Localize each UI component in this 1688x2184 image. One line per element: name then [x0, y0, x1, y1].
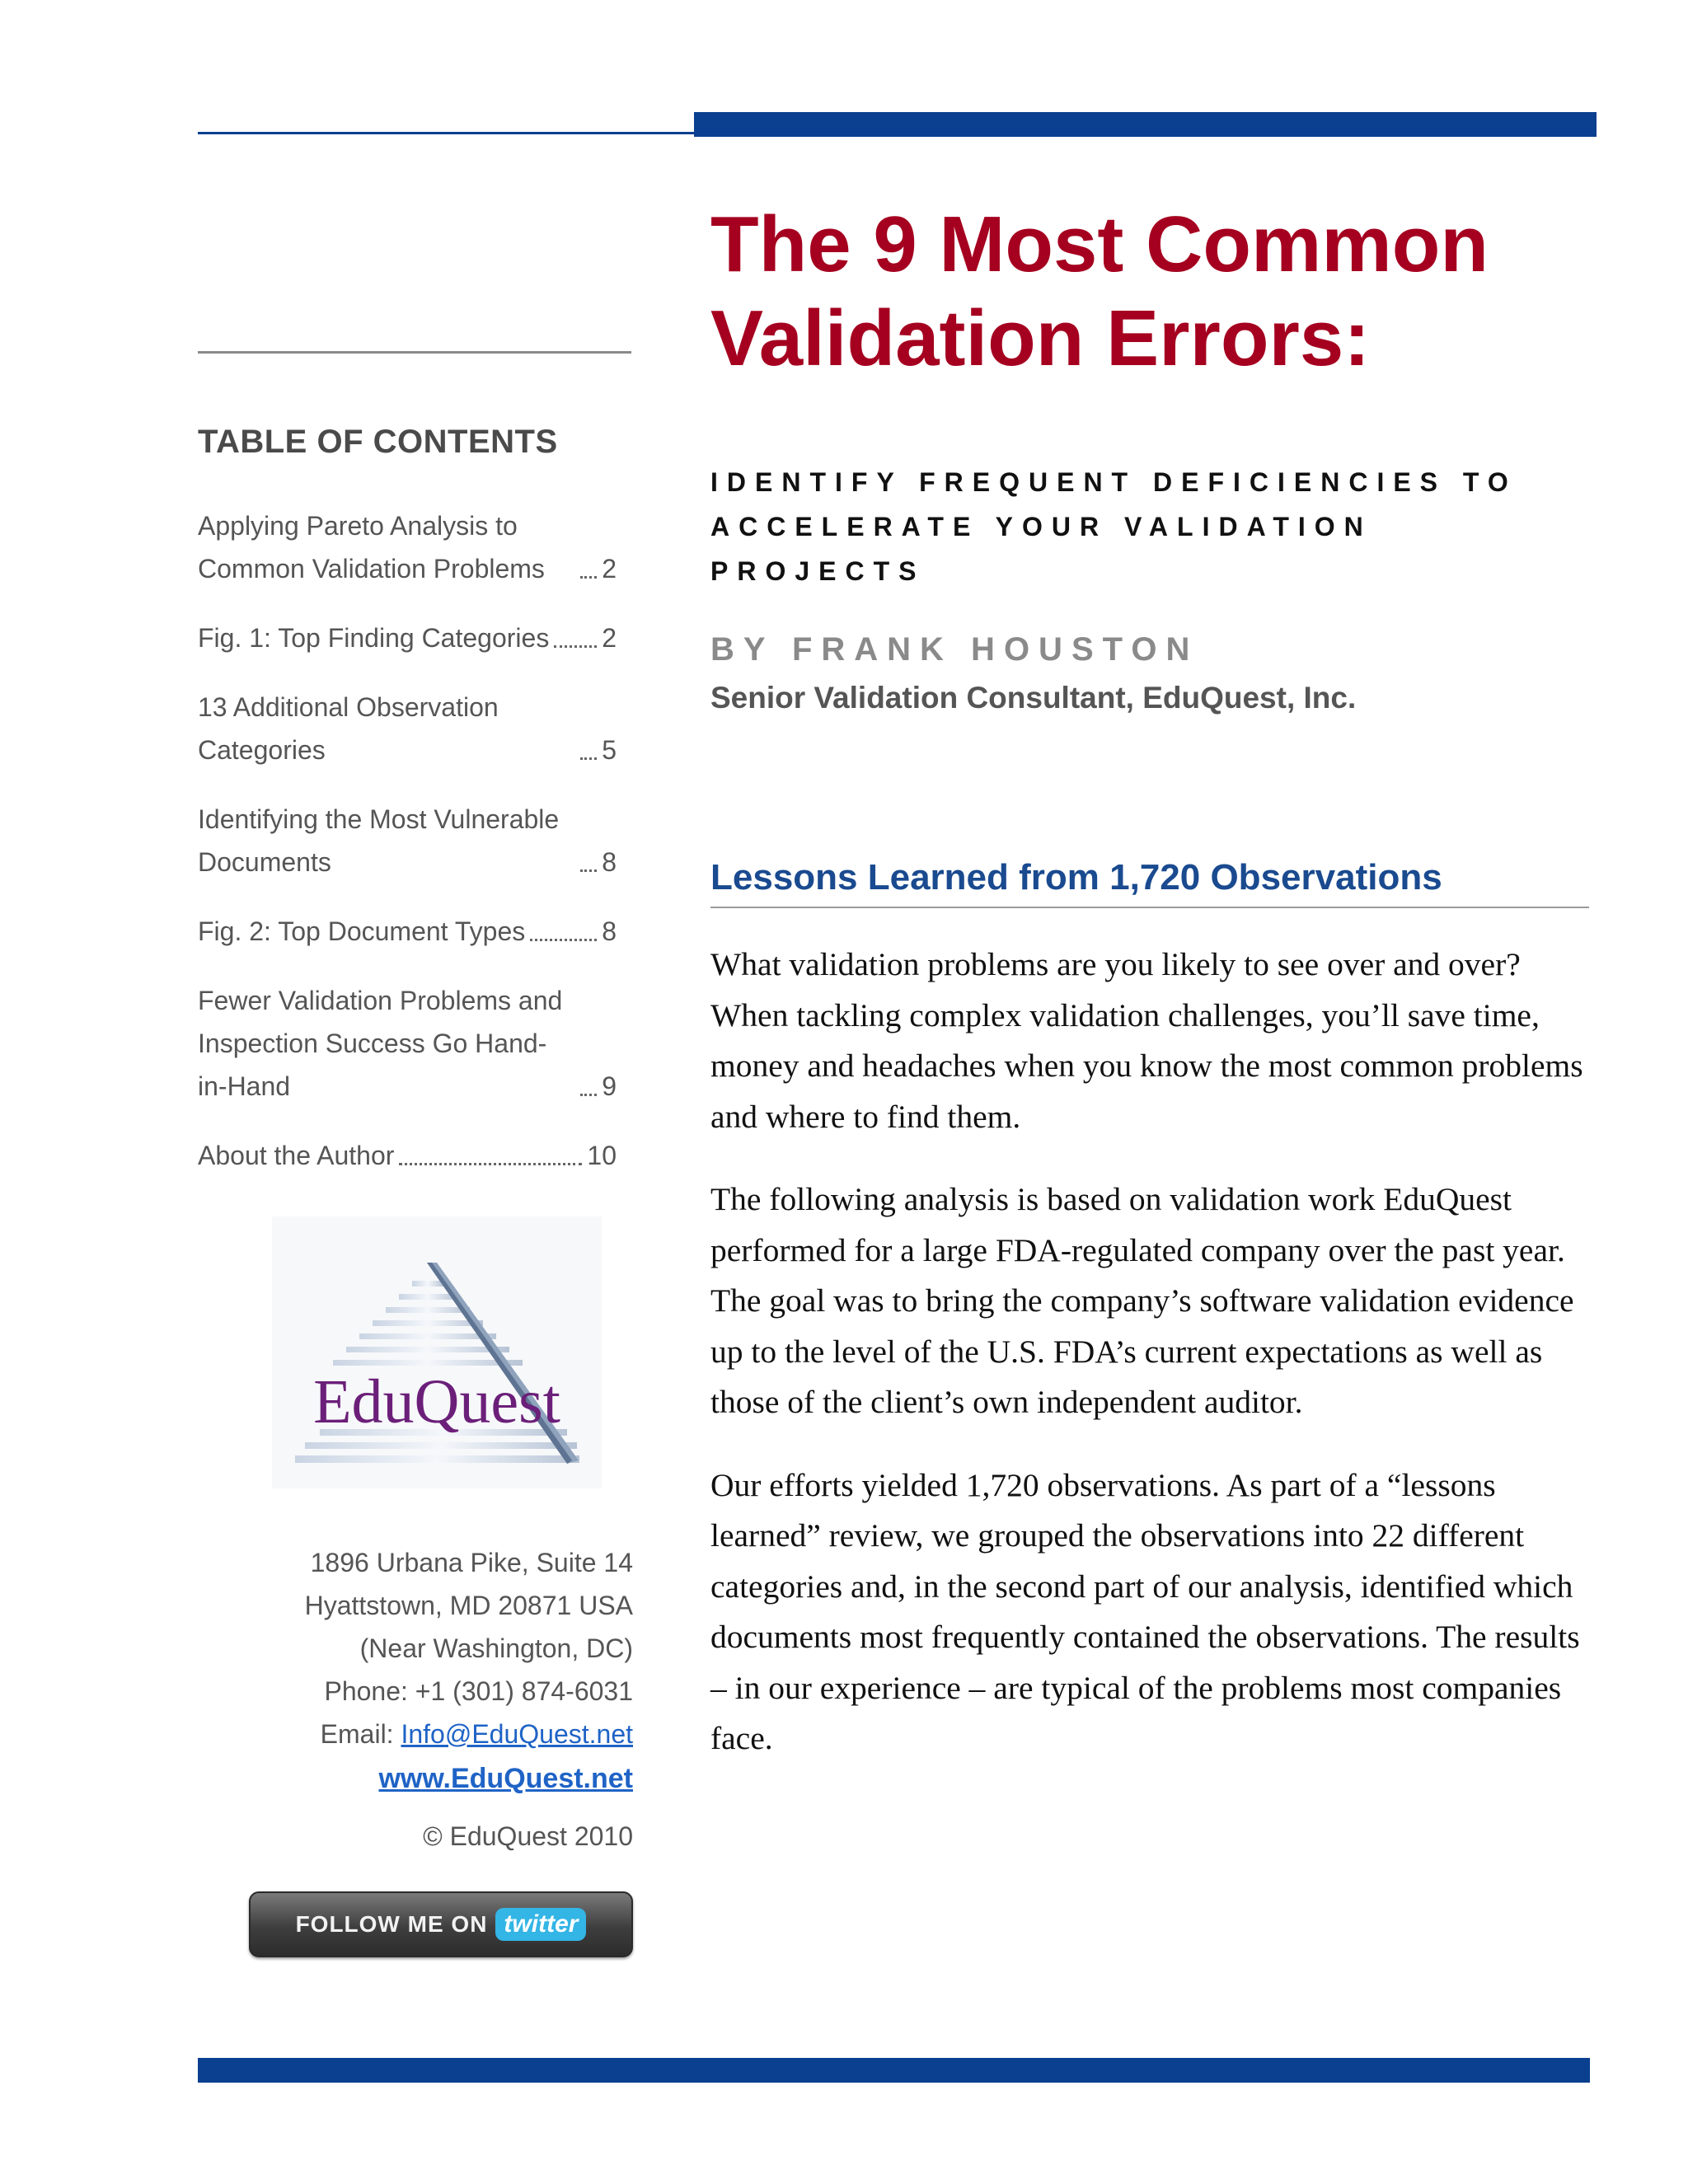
address-line: Hyattstown, MD 20871 USA: [304, 1591, 633, 1620]
toc-item[interactable]: [198, 798, 617, 883]
page-title: The 9 Most Common Validation Errors:: [710, 200, 1489, 382]
section-heading: Lessons Learned from 1,720 Observations: [710, 857, 1589, 908]
email-link[interactable]: Info@EduQuest.net: [401, 1719, 633, 1749]
toc-item-page: 2: [602, 554, 617, 583]
toc-item-page: 9: [602, 1071, 617, 1101]
copyright: © EduQuest 2010: [423, 1821, 633, 1851]
author-role: Senior Validation Consultant, EduQuest, Inc.: [710, 681, 1357, 715]
toc-item-page: 8: [602, 847, 617, 877]
toc-item-text: Identifying the Most Vulnerable Documents: [198, 804, 560, 877]
sidebar-rule: [198, 351, 631, 354]
body-paragraph: The following analysis is based on validation work EduQuest performed for a large FDA-regulated company over the past year. The goal was to bring the company’s software validation evidence up to the level of the U.S. FDA’s current expectations as well as those of the client’s own independent auditor.: [710, 1181, 1574, 1420]
website-link[interactable]: www.EduQuest.net: [378, 1763, 633, 1794]
toc-leader: [580, 576, 597, 579]
footer-rule: [198, 2058, 1590, 2083]
toc-leader: [399, 1163, 582, 1165]
toc-item-page: 10: [587, 1141, 617, 1170]
toc-item[interactable]: [198, 979, 617, 1108]
toc-leader: [580, 869, 597, 872]
toc-item-text: About the Author: [198, 1141, 395, 1170]
toc-item[interactable]: [198, 504, 617, 590]
toc-item[interactable]: [198, 686, 617, 771]
toc-item[interactable]: [198, 1134, 617, 1177]
toc-item-text: 13 Additional Observation Categories: [198, 692, 499, 765]
toc-heading: TABLE OF CONTENTS: [198, 424, 558, 460]
toc-leader: [530, 939, 597, 941]
twitter-icon: twitter: [495, 1908, 586, 1941]
body-paragraph: Our efforts yielded 1,720 observations. As part of a “lessons learned” review, we grouped the observations into 22 different categories and, in the second part of our analysis, identified which documents most frequently contained the observations. The results – in our experience – are typical of the problems most companies face.: [710, 1466, 1580, 1756]
logo-wordmark: EduQuest: [313, 1367, 560, 1436]
header-rule-thick: [694, 112, 1597, 137]
address-line: 1896 Urbana Pike, Suite 14: [310, 1548, 633, 1577]
toc-item-page: 8: [602, 916, 617, 946]
follow-label: FOLLOW ME ON: [295, 1911, 488, 1937]
toc-item-text: Applying Pareto Analysis to Common Validation Problems: [198, 511, 545, 583]
body-paragraph: What validation problems are you likely to see over and over? When tackling complex validation challenges, you’ll save time, money and headaches when you know the most common problems and where to find them.: [710, 946, 1583, 1135]
toc-item-text: Fig. 1: Top Finding Categories: [198, 623, 550, 653]
toc-leader: [554, 645, 597, 648]
byline: BY FRANK HOUSTON: [710, 631, 1199, 668]
toc-item[interactable]: [198, 910, 617, 953]
email-line: [198, 1713, 633, 1755]
email-label: Email:: [320, 1719, 401, 1749]
toc-item-page: 2: [602, 623, 617, 653]
address-line: (Near Washington, DC): [359, 1633, 633, 1663]
toc-item[interactable]: [198, 616, 617, 659]
subtitle: IDENTIFY FREQUENT DEFICIENCIES TO ACCELERATE YOUR VALIDATION PROJECTS: [710, 467, 1517, 586]
toc-item-text: Fewer Validation Problems and Inspection Success Go Hand-in-Hand: [198, 986, 563, 1101]
header-rule-thin: [198, 132, 694, 134]
toc-leader: [580, 1094, 597, 1096]
phone-line: Phone: +1 (301) 874-6031: [324, 1676, 633, 1706]
toc-item-text: Fig. 2: Top Document Types: [198, 916, 526, 946]
logo-graphic: [272, 1216, 602, 1488]
follow-twitter-button[interactable]: [249, 1891, 633, 1957]
eduquest-logo: [272, 1216, 602, 1488]
table-of-contents: [198, 504, 617, 1203]
toc-leader: [580, 757, 597, 760]
toc-item-page: 5: [602, 735, 617, 765]
contact-block: [198, 1541, 633, 1858]
article-body: [710, 940, 1584, 1797]
